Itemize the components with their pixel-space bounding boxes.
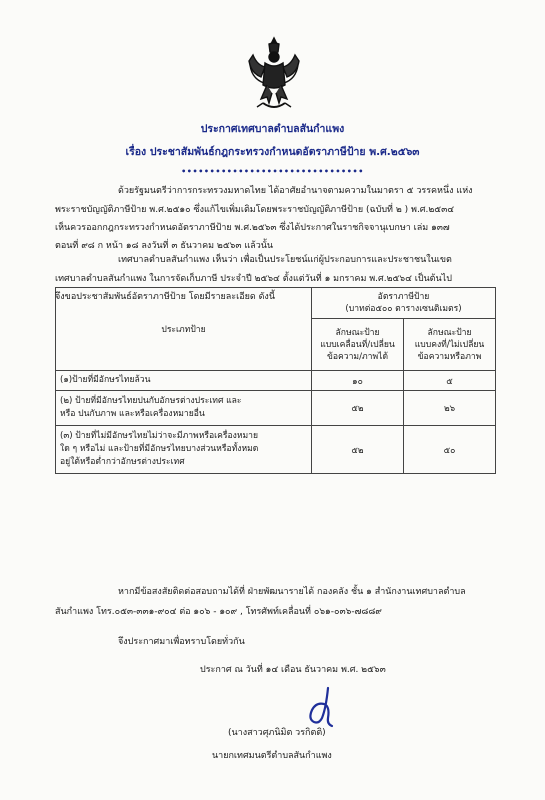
notice-subject: เรื่อง ประชาสัมพันธ์กฎกระทรวงกำหนดอัตราภาษีป้าย พ.ศ.๒๕๖๓: [125, 146, 420, 158]
para1-line: พระราชบัญญัติภาษีป้าย พ.ศ.๒๕๑๐ ซึ่งแก้ไขเพิ่มเติมโดยพระราชบัญญัติภาษีป้าย (ฉบับที่ ๒ ) พ.ศ.๒๕๓๔: [55, 205, 455, 215]
row-moving-rate: ๕๒: [312, 426, 404, 474]
notice-title: ประกาศเทศบาลตำบลสันกำแพง: [200, 123, 345, 135]
table-row: [56, 426, 496, 474]
table-row: [56, 391, 496, 426]
para3-line: หากมีข้อสงสัยติดต่อสอบถามได้ที่ ฝ่ายพัฒนารายได้ กองคลัง ชั้น ๑ สำนักงานเทศบาลตำบล: [118, 587, 466, 597]
signer-position: นายกเทศมนตรีตำบลสันกำแพง: [212, 751, 332, 761]
title-divider: ••••••••••••••••••••••••••••••••: [181, 167, 364, 176]
table-row: [56, 371, 496, 391]
row-fixed-rate: ๕: [404, 371, 496, 391]
signature-mark-icon: [302, 684, 338, 728]
para2-line: เทศบาลตำบลสันกำแพง เห็นว่า เพื่อเป็นประโยชน์แก่ผู้ประกอบการและประชาชนในเขต: [118, 255, 452, 265]
closing-text: จึงประกาศมาเพื่อทราบโดยทั่วกัน: [118, 637, 245, 647]
row-fixed-rate: ๕๐: [404, 426, 496, 474]
col-moving-header: ลักษณะป้าย แบบเคลื่อนที่/เปลี่ยน ข้อความ/ภาพได้: [312, 319, 404, 371]
rate-header: อัตราภาษีป้าย (บาทต่อ๕๐๐ ตารางเซนติเมตร): [312, 288, 496, 319]
row-moving-rate: ๑๐: [312, 371, 404, 391]
row-type-cell: (๒) ป้ายที่มีอักษรไทยปนกับอักษรต่างประเทศ และ หรือ ปนกับภาพ และหรือเครื่องหมายอื่น: [56, 391, 312, 426]
col-sign-type-header: ประเภทป้าย: [56, 288, 312, 371]
para3-line: สันกำแพง โทร.๐๕๓-๓๓๑-๙๐๔ ต่อ ๑๐๖ - ๑๐๙ , โทรศัพท์เคลื่อนที่ ๐๖๑-๐๓๖-๗๘๘๙: [55, 607, 382, 617]
row-type-cell: (๓) ป้ายที่ไม่มีอักษรไทยไม่ว่าจะมีภาพหรือเครื่องหมาย ใด ๆ หรือไม่ และป้ายที่มีอักษรไทยบางส่วนหรือทั้งหมด อยู่ใต้หรือต่ำกว่าอักษรต่างประเทศ: [56, 426, 312, 474]
col-fixed-header: ลักษณะป้าย แบบคงที่/ไม่เปลี่ยน ข้อความหรือภาพ: [404, 319, 496, 371]
tax-rate-table: [55, 287, 496, 474]
para2-line: จึงขอประชาสัมพันธ์อัตราภาษีป้าย โดยมีรายละเอียด ดังนี้: [55, 292, 275, 302]
announce-date: ประกาศ ณ วันที่ ๑๔ เดือน ธันวาคม พ.ศ. ๒๕๖๓: [200, 665, 386, 675]
para1-line: ตอนที่ ๙๘ ก หน้า ๑๘ ลงวันที่ ๓ ธันวาคม ๒๕๖๓ แล้วนั้น: [55, 241, 274, 251]
para1-line: ด้วยรัฐมนตรีว่าการกระทรวงมหาดไทย ได้อาศัยอำนาจตามความในมาตรา ๕ วรรคหนึ่ง แห่ง: [118, 186, 473, 196]
para2-line: เทศบาลตำบลสันกำแพง ในการจัดเก็บภาษี ประจำปี ๒๕๖๔ ตั้งแต่วันที่ ๑ มกราคม พ.ศ.๒๕๖๔ เป็นต้นไป: [55, 274, 452, 284]
row-fixed-rate: ๒๖: [404, 391, 496, 426]
para1-line: เห็นควรออกกฎกระทรวงกำหนดอัตราภาษีป้าย พ.ศ.๒๕๖๓ ซึ่งได้ประกาศในราชกิจจานุเบกษา เล่ม ๑๓๗: [55, 223, 450, 233]
row-moving-rate: ๕๒: [312, 391, 404, 426]
row-type-cell: (๑)ป้ายที่มีอักษรไทยล้วน: [56, 371, 312, 391]
signer-name: (นางสาวศุภนิมิต วรกิตติ): [228, 728, 326, 738]
garuda-emblem-icon: [245, 35, 303, 115]
